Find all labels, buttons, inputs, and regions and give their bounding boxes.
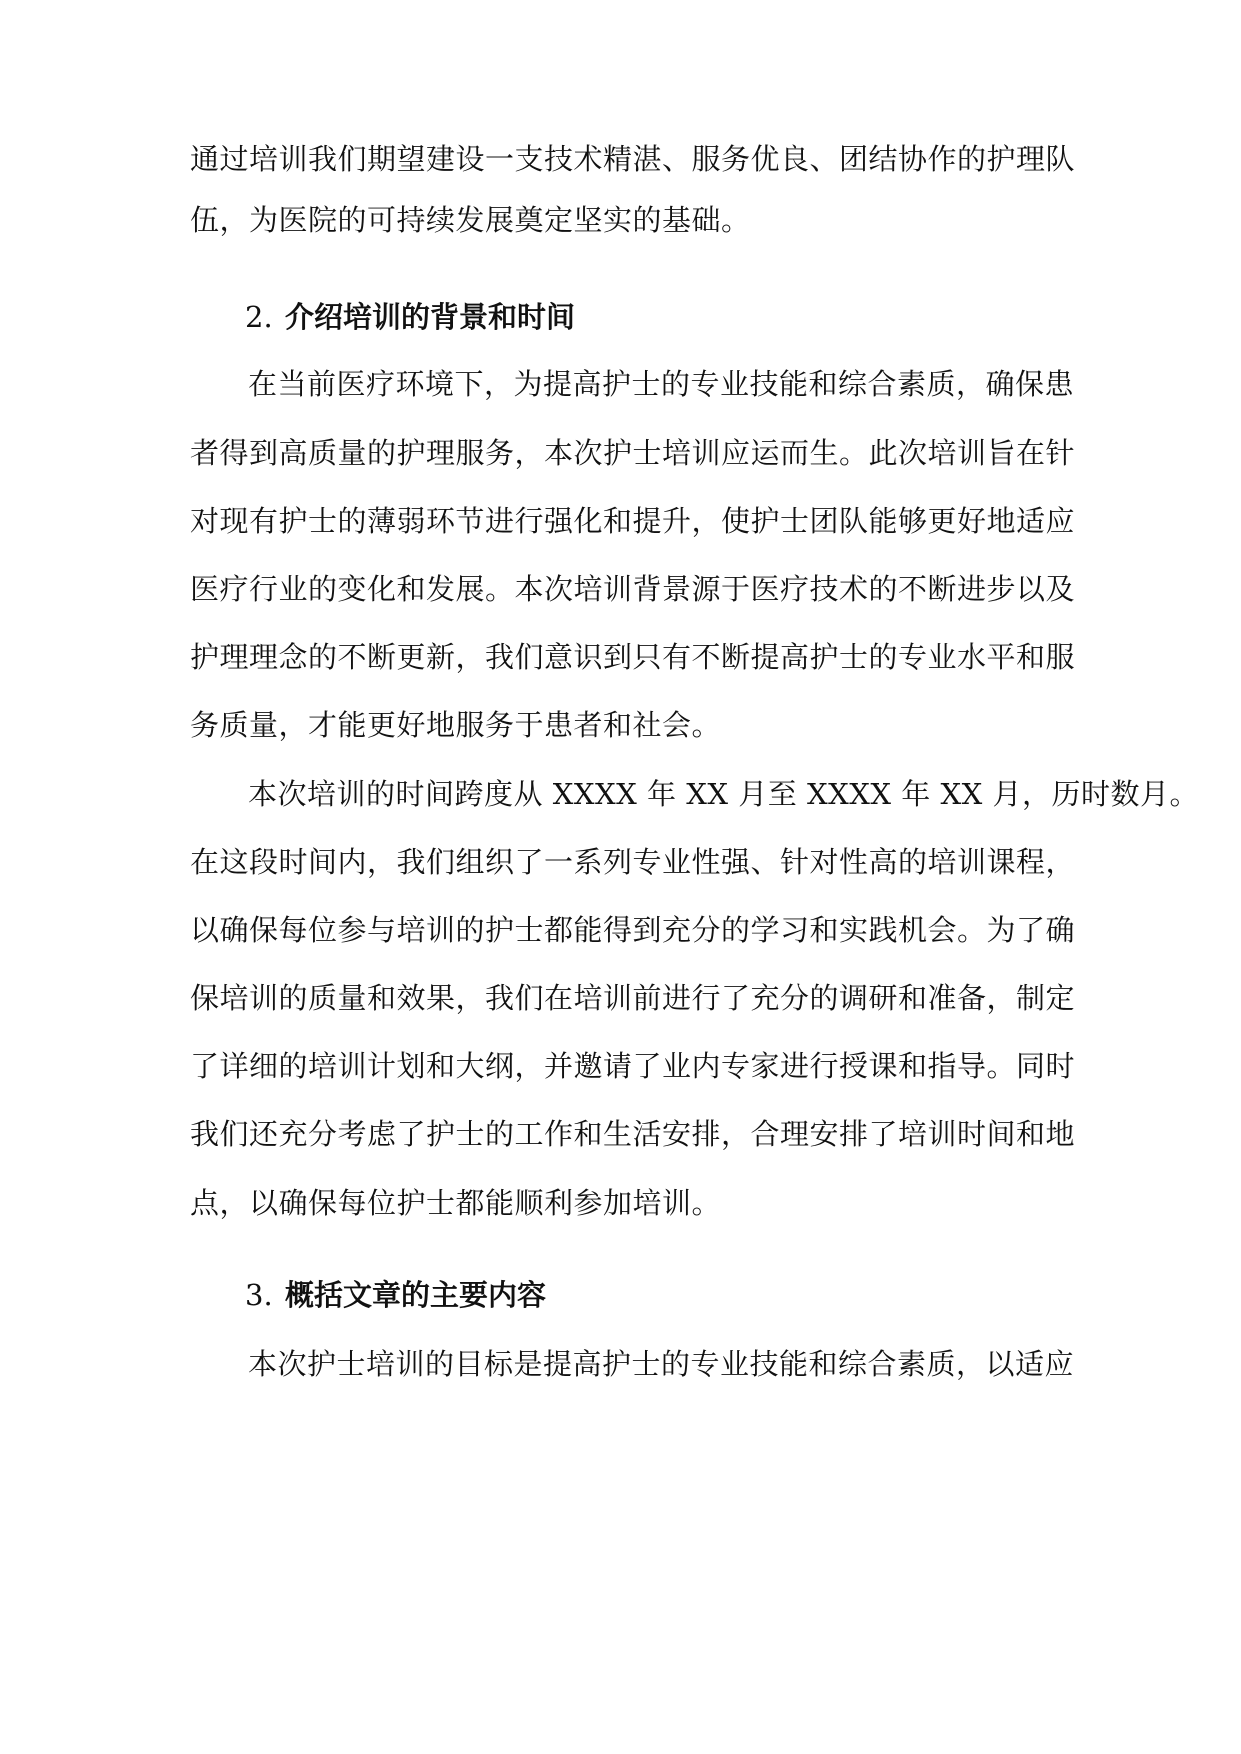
s2p1-line-4: 医疗行业的变化和发展。本次培训背景源于医疗技术的不断进步以及	[190, 572, 1076, 606]
s2p2-line-5: 了详细的培训计划和大纲，并邀请了业内专家进行授课和指导。同时	[190, 1049, 1076, 1083]
s2p2-line-1: 本次培训的时间跨度从 XXXX 年 XX 月至 XXXX 年 XX 月，历时数月。	[248, 777, 1199, 811]
s2p2-line-3: 以确保每位参与培训的护士都能得到充分的学习和实践机会。为了确	[190, 913, 1076, 947]
s2p1-line-5: 护理理念的不断更新，我们意识到只有不断提高护士的专业水平和服	[190, 640, 1076, 674]
section-3-title: 概括文章的主要内容	[285, 1278, 547, 1312]
s2p2-line-6: 我们还充分考虑了护士的工作和生活安排，合理安排了培训时间和地	[190, 1117, 1076, 1151]
section-2-title: 介绍培训的背景和时间	[285, 300, 576, 334]
intro-line-1: 通过培训我们期望建设一支技术精湛、服务优良、团结协作的护理队	[190, 142, 1076, 176]
intro-line-2: 伍，为医院的可持续发展奠定坚实的基础。	[190, 203, 751, 237]
s3p1-line-1: 本次护士培训的目标是提高护士的专业技能和综合素质，以适应	[248, 1347, 1075, 1381]
s2p1-line-1: 在当前医疗环境下，为提高护士的专业技能和综合素质，确保患	[248, 367, 1075, 401]
s2p1-line-6: 务质量，才能更好地服务于患者和社会。	[190, 708, 722, 742]
s2p1-line-3: 对现有护士的薄弱环节进行强化和提升，使护士团队能够更好地适应	[190, 504, 1076, 538]
s2p2-line-4: 保培训的质量和效果，我们在培训前进行了充分的调研和准备，制定	[190, 981, 1076, 1015]
section-2-number: 2.	[245, 300, 273, 334]
s2p2-line-2: 在这段时间内，我们组织了一系列专业性强、针对性高的培训课程，	[190, 845, 1076, 879]
section-2-heading	[245, 297, 575, 337]
s2p2-line-7: 点，以确保每位护士都能顺利参加培训。	[190, 1186, 722, 1220]
section-3-number: 3.	[245, 1278, 273, 1312]
section-3-heading	[245, 1275, 546, 1315]
s2p1-line-2: 者得到高质量的护理服务，本次护士培训应运而生。此次培训旨在针	[190, 436, 1076, 470]
